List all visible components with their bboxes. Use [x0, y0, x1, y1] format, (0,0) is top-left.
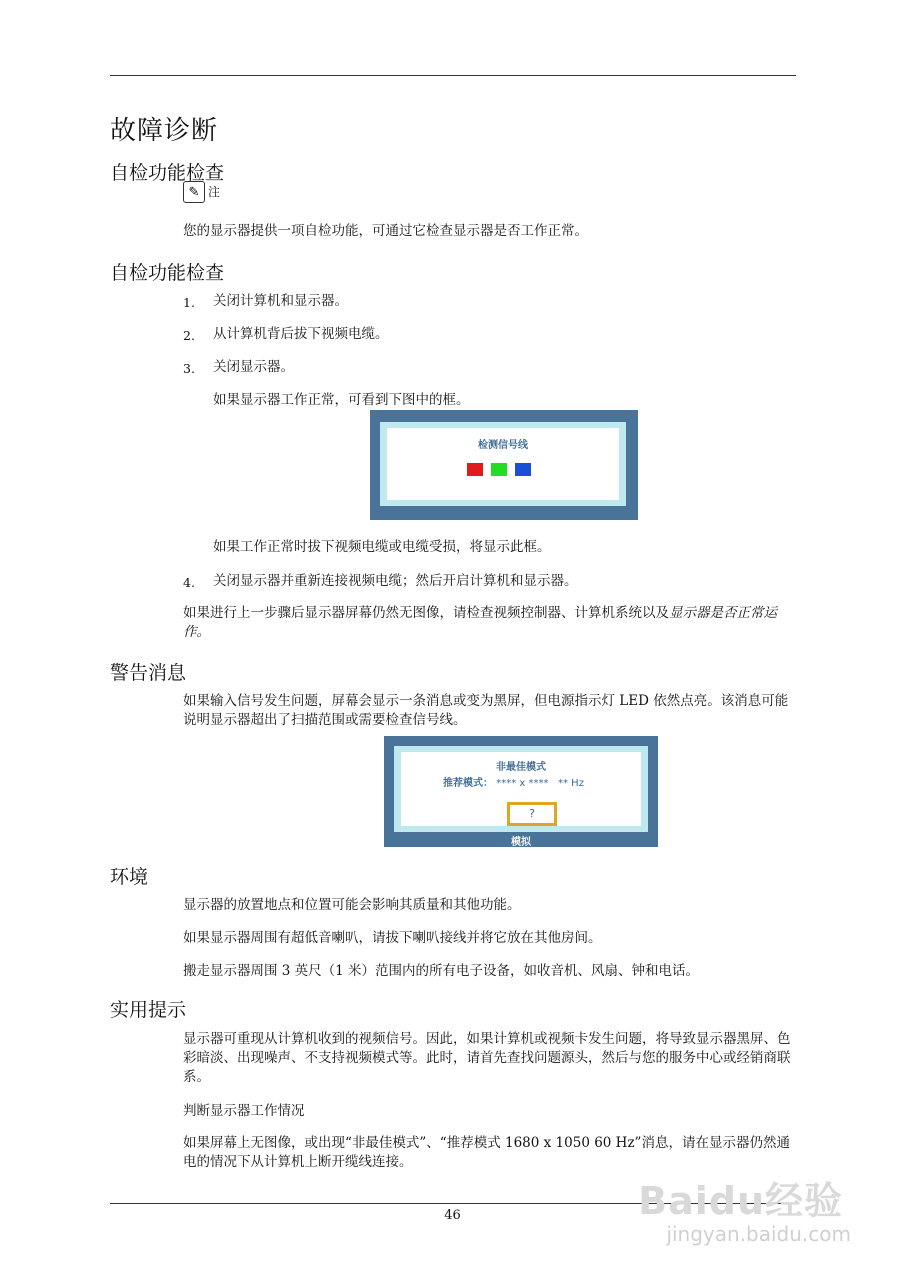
question-box: ? — [507, 802, 557, 826]
green-square — [491, 463, 507, 476]
note-pencil-icon: ✎ — [183, 181, 205, 203]
figure2-title: 非最佳模式 — [496, 762, 546, 773]
sub-heading-self-test: 自检功能检查 — [110, 262, 225, 284]
step-3: 3. 关闭显示器。 — [183, 359, 294, 376]
step-1: 1. 关闭计算机和显示器。 — [183, 293, 348, 310]
note — [183, 181, 220, 203]
not-optimum-mode-figure — [384, 736, 658, 847]
check-signal-cable-figure — [370, 410, 638, 520]
tips-final: 如果屏幕上无图像，或出现“非最佳模式”、“推荐模式 1680 x 1050 60 Hz”消息，请在显示器仍然通电的情况下从计算机上断开缆线连接。 — [183, 1135, 790, 1170]
tips-judge: 判断显示器工作情况 — [183, 1103, 305, 1119]
step-2: 2. 从计算机背后拔下视频电缆。 — [183, 326, 389, 343]
conclusion-link-italic: 显示器是否正常运作。 — [183, 605, 777, 640]
self-test-conclusion: 如果进行上一步骤后显示器屏幕仍然无图像，请检查视频控制器、计算机系统以及显示器是否正常运作。 — [183, 605, 777, 640]
tips-paragraph: 显示器可重现从计算机收到的视频信号。因此，如果计算机或视频卡发生问题，将导致显示器黑屏、色彩暗淡、出现噪声、不支持视频模式等。此时，请首先查找问题源头，然后与您的服务中心或经销商联系。 — [183, 1031, 791, 1085]
baidu-watermark-url: jingyan.baidu.com — [666, 1222, 851, 1246]
section-heading-warning: 警告消息 — [110, 662, 187, 684]
top-rule — [110, 75, 796, 76]
section-heading-self-test: 自检功能检查 — [110, 162, 225, 184]
red-square — [467, 463, 483, 476]
recommended-mode-line: 推荐模式： **** x **** ** Hz — [443, 778, 584, 789]
blue-square — [515, 463, 531, 476]
self-test-intro: 您的显示器提供一项自检功能，可通过它检查显示器是否工作正常。 — [183, 223, 588, 239]
step-4: 4. 关闭显示器并重新连接视频电缆；然后开启计算机和显示器。 — [183, 573, 578, 590]
page-number: 46 — [444, 1208, 461, 1223]
environment-line-1: 显示器的放置地点和位置可能会影响其质量和其他功能。 — [183, 897, 521, 913]
figure1-title: 检测信号线 — [478, 440, 528, 451]
analog-label: 模拟 — [511, 837, 531, 848]
baidu-watermark-logo: Baidu经验 — [638, 1179, 843, 1223]
page-title: 故障诊断 — [110, 116, 219, 146]
after-figure-text: 如果工作正常时拔下视频电缆或电缆受损，将显示此框。 — [213, 539, 551, 555]
warning-text: 如果输入信号发生问题，屏幕会显示一条消息或变为黑屏，但电源指示灯 LED 依然点亮。该消息可能说明显示器超出了扫描范围或需要检查信号线。 — [183, 693, 789, 728]
environment-line-3: 搬走显示器周围 3 英尺（1 米）范围内的所有电子设备，如收音机、风扇、钟和电话。 — [183, 963, 700, 979]
section-heading-tips: 实用提示 — [110, 999, 187, 1021]
step-3-detail: 如果显示器工作正常，可看到下图中的框。 — [213, 392, 470, 408]
environment-line-2: 如果显示器周围有超低音喇叭，请拔下喇叭接线并将它放在其他房间。 — [183, 930, 602, 946]
section-heading-environment: 环境 — [110, 866, 149, 888]
note-label: 注 — [208, 184, 221, 199]
